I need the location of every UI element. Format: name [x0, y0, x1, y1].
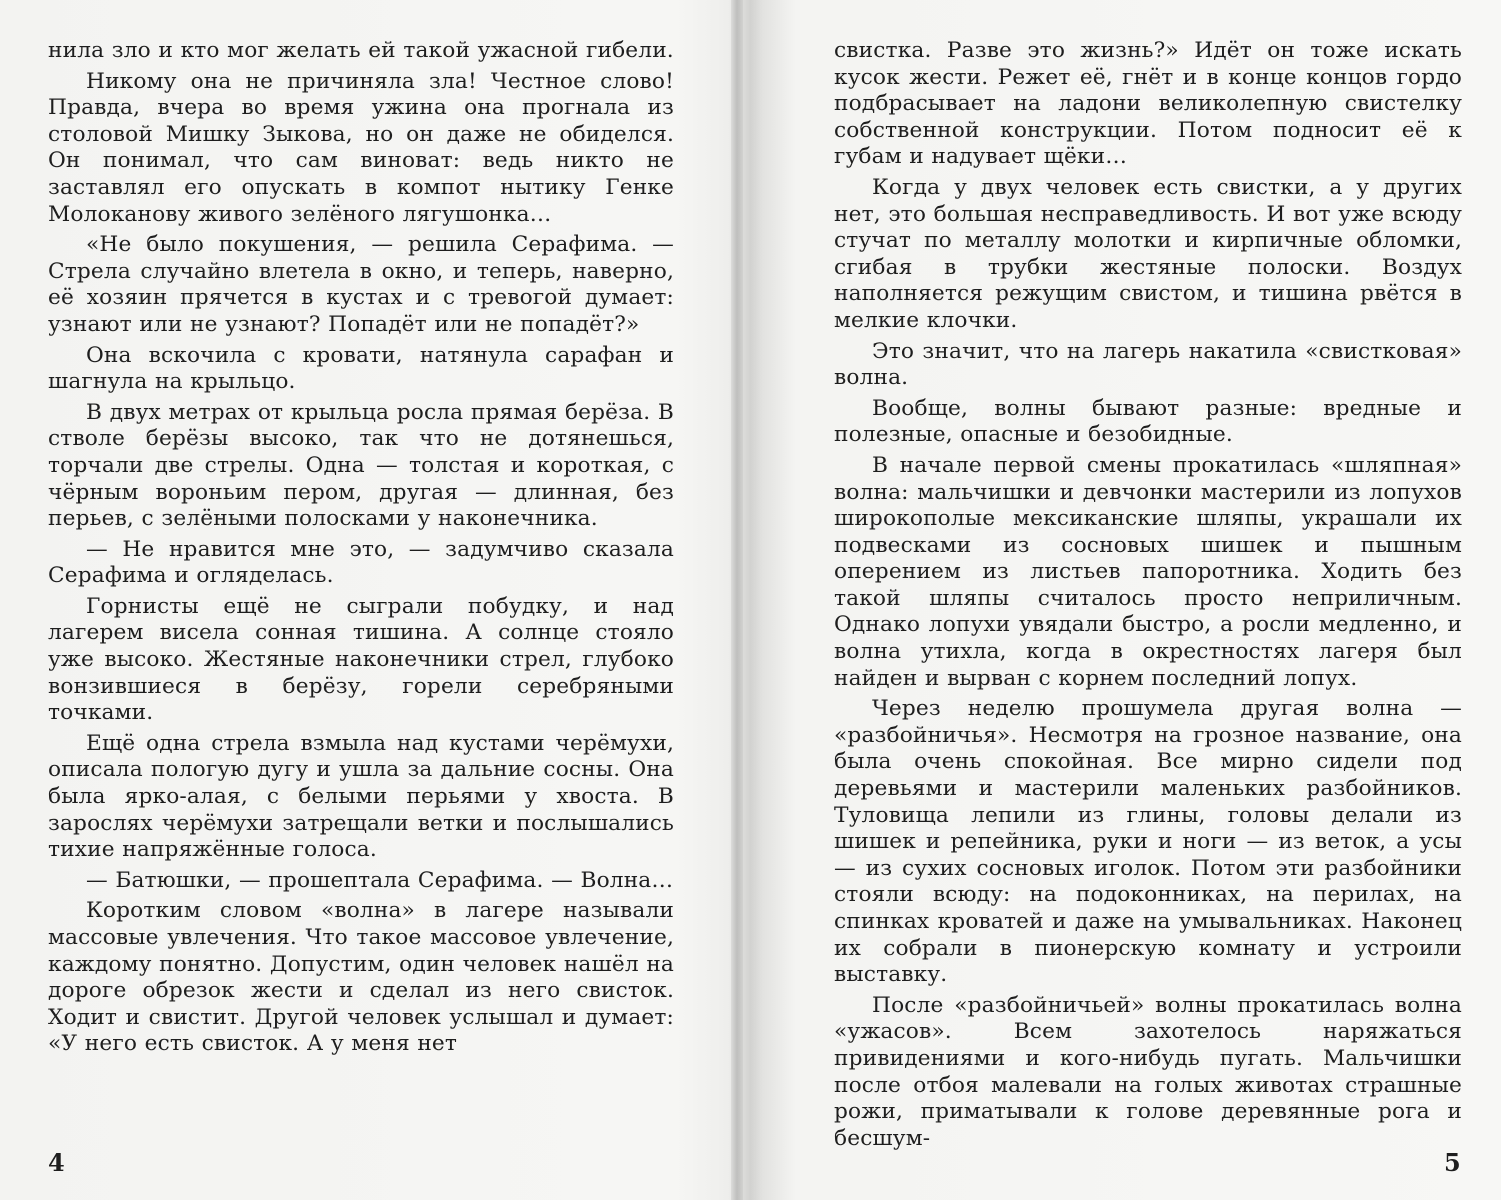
paragraph: свистка. Разве это жизнь?» Идёт он тоже искать кусок жести. Режет её, гнёт и в конце концов гордо подбрасывает на ладони великолепную свистелку собственной конструкции. Потом подносит её к губам и надувает щёки…: [834, 38, 1462, 170]
paragraph: Ещё одна стрела взмыла над кустами черёмухи, описала пологую дугу и ушла за дальние сосны. Она была ярко-алая, с белыми перьями у хвоста. В зарослях черёмухи затрещали ветки и послышались тихие напряжённые голоса.: [48, 730, 674, 863]
paragraph: — Не нравится мне это, — задумчиво сказала Серафима и огляделась.: [48, 536, 674, 589]
paragraph: Она вскочила с кровати, натянула сарафан и шагнула на крыльцо.: [48, 342, 674, 395]
paragraph: Никому она не причиняла зла! Честное слово! Правда, вчера во время ужина она прогнала из столовой Мишку Зыкова, но он даже не обиделся. Он понимал, что сам виноват: ведь никто не заставлял его опускать в компот нытику Генке Молоканову живого зелёного лягушонка…: [48, 68, 674, 227]
page-number-right: 5: [1444, 1148, 1461, 1177]
left-page: [48, 38, 674, 1188]
paragraph: Через неделю прошумела другая волна — «разбойничья». Несмотря на грозное название, она была очень спокойная. Все мирно сидели под деревьями и мастерили маленьких разбойников. Туловища лепили из глины, головы делали из шишек и репейника, руки и ноги — из веток, а усы — из сухих сосновых иголок. Потом эти разбойники стояли всюду: на подоконниках, на перилах, на спинках кроватей и даже на умывальниках. Наконец их собрали в пионерскую комнату и устроили выставку.: [834, 696, 1462, 988]
paragraph: нила зло и кто мог желать ей такой ужасной гибели.: [48, 38, 674, 63]
paragraph: — Батюшки, — прошептала Серафима. — Волна…: [86, 867, 674, 893]
page-number-left: 4: [48, 1148, 65, 1177]
book-spine: [731, 0, 743, 1200]
paragraph: Горнисты ещё не сыграли побудку, и над лагерем висела сонная тишина. А солнце стояло уже высоко. Жестяные наконечники стрел, глубоко вонзившиеся в берёзу, горели серебряными точками.: [48, 593, 674, 726]
paragraph: Когда у двух человек есть свистки, а у других нет, это большая несправедливость. И вот уже всюду стучат по металлу молотки и кирпичные обломки, сгибая в трубки жестяные полоски. Воздух наполняется режущим свистом, и тишина рвётся в мелкие клочки.: [834, 174, 1462, 333]
paragraph: Коротким словом «волна» в лагере называли массовые увлечения. Что такое массовое увлечение, каждому понятно. Допустим, один человек нашёл на дороге обрезок жести и сделал из него свисток. Ходит и свистит. Другой человек услышал и думает: «У него есть свисток. А у меня нет: [48, 898, 674, 1057]
paragraph: «Не было покушения, — решила Серафима. — Стрела случайно влетела в окно, и теперь, наверно, её хозяин прячется в кустах и с тревогой думает: узнают или не узнают? Попадёт или не попадёт?»: [48, 232, 674, 337]
paragraph: В двух метрах от крыльца росла прямая берёза. В стволе берёзы высоко, так что не дотянешься, торчали две стрелы. Одна — толстая и короткая, с чёрным вороньим пером, другая — длинная, без перьев, с зелёными полосками у наконечника.: [48, 399, 674, 532]
paragraph: Вообще, волны бывают разные: вредные и полезные, опасные и безобидные.: [834, 395, 1462, 448]
paragraph: В начале первой смены прокатилась «шляпная» волна: мальчишки и девчонки мастерили из лопухов широкополые мексиканские шляпы, украшали их подвесками из сосновых шишек и пышным оперением из листьев папоротника. Ходить без такой шляпы считалось просто неприличным. Однако лопухи увядали быстро, а росли медленно, и волна утихла, когда в окрестностях лагеря был найден и вырван с корнем последний лопух.: [834, 452, 1462, 691]
right-page: [834, 38, 1462, 1188]
paragraph: После «разбойничьей» волны прокатилась волна «ужасов». Всем захотелось наряжаться привидениями и кого-нибудь пугать. Мальчишки после отбоя малевали на голых животах страшные рожи, приматывали к голове деревянные рога и бесшум-: [834, 992, 1462, 1151]
paragraph: Это значит, что на лагерь накатила «свистковая» волна.: [834, 338, 1462, 391]
